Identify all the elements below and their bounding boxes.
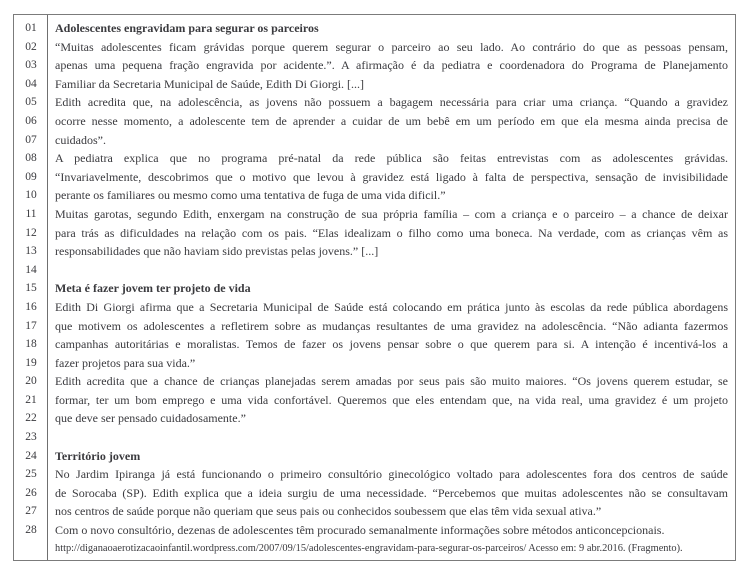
- line-number: 19: [25, 356, 37, 369]
- line-text: responsabilidades que não haviam sido previstas pelas jovens.” [...]: [55, 244, 379, 259]
- line-number: 12: [25, 226, 37, 239]
- line-text: “Muitas adolescentes ficam grávidas porque querem segurar o parceiro ao seu lado. Ao contrário do que as pessoas pensam,: [55, 39, 728, 54]
- document-box: [13, 14, 736, 561]
- line-text: que deve ser pensado cuidadosamente.”: [55, 411, 246, 426]
- line-text: [48, 261, 735, 280]
- document-line: [14, 409, 735, 428]
- line-number: 26: [25, 486, 37, 499]
- document-line: [14, 261, 735, 280]
- document-line: [14, 372, 735, 391]
- line-text: cuidados”.: [55, 132, 106, 147]
- document-line: [14, 131, 735, 150]
- line-text: apenas uma pequena fração engravida por acidente.”. A afirmação é da pediatra e coordenadora do Programa de Planejamento: [55, 58, 728, 73]
- line-number: 08: [25, 152, 37, 165]
- line-number: [14, 540, 48, 559]
- document-line: [14, 484, 735, 503]
- document-line: [14, 354, 735, 373]
- line-text: formar, ter um bom emprego e uma vida confortável. Queremos que eles entendam que, na vida real, uma gravidez é um projeto: [55, 392, 728, 407]
- line-text: campanhas autoritárias e moralistas. Temos de fazer os jovens pensar sobre o que querem para si. A intenção é incentivá-los a: [55, 337, 728, 352]
- document-line: [14, 465, 735, 484]
- document-line: [14, 540, 735, 559]
- section-heading: Meta é fazer jovem ter projeto de vida: [55, 281, 251, 296]
- line-text: No Jardim Ipiranga já está funcionando o primeiro consultório ginecológico voltado para adolescentes fora dos centros de saúde: [55, 467, 728, 482]
- line-text: Edith acredita que, na adolescência, as jovens não possuem a bagagem necessária para criar uma criança. “Quando a gravidez: [55, 95, 728, 110]
- section-heading: Adolescentes engravidam para segurar os parceiros: [55, 21, 319, 35]
- line-number: 17: [25, 319, 37, 332]
- line-number: 14: [25, 263, 37, 276]
- line-number: 16: [25, 300, 37, 313]
- document-line: [14, 224, 735, 243]
- line-text: Muitas garotas, segundo Edith, enxergam na construção de sua própria família – com a criança e o parceiro – a chance de deixar: [55, 206, 728, 221]
- line-text: [48, 428, 735, 447]
- line-number: 07: [25, 133, 37, 146]
- line-number: 13: [25, 245, 37, 258]
- document-line: [14, 75, 735, 94]
- line-text: Com o novo consultório, dezenas de adolescentes têm procurado semanalmente informações sobre métodos anticoncepcionais.: [55, 523, 665, 538]
- line-text: “Invariavelmente, descobrimos que o motivo que levou à gravidez está ligado à falta de perspectiva, sensação de invisibilidade: [55, 169, 728, 184]
- line-number: 03: [25, 59, 37, 72]
- line-text: ocorre nesse momento, a adolescente tem de aprender a cuidar de um bebê em um período em que ela mesma ainda precisa de: [55, 113, 728, 128]
- document-line: [14, 93, 735, 112]
- line-text: Edith Di Giorgi afirma que a Secretaria Municipal de Saúde está colocando em prática junto às escolas da rede pública abordagens: [55, 299, 728, 314]
- document-line: [14, 242, 735, 261]
- document-line: [14, 298, 735, 317]
- line-number: 22: [25, 412, 37, 425]
- document-line: [14, 19, 735, 38]
- document-line: [14, 168, 735, 187]
- line-number: 11: [25, 207, 37, 220]
- source-citation: http://diganaoaerotizacaoinfantil.wordpress.com/2007/09/15/adolescentes-engravidam-para-segurar-os-parceiros/ Acesso em: 9 abr.2016. (Fragmento).: [55, 542, 683, 554]
- line-number: 10: [25, 189, 37, 202]
- document-line: [14, 521, 735, 540]
- document-line: [14, 149, 735, 168]
- line-number: 28: [25, 524, 37, 537]
- line-text: Familiar da Secretaria Municipal de Saúde, Edith Di Giorgi. [...]: [55, 76, 365, 91]
- document-line: [14, 112, 735, 131]
- line-number: 02: [25, 40, 37, 53]
- line-number: 20: [25, 375, 37, 388]
- line-text: para trás as dificuldades na relação com os pais. “Elas idealizam o filho como uma boneca. Na verdade, com as crianças vêm as: [55, 225, 728, 240]
- line-text: Edith acredita que a chance de crianças planejadas serem amadas por seus pais são muito maiores. “Os jovens querem estudar, se: [55, 374, 728, 389]
- document-line: [14, 56, 735, 75]
- document-line: [14, 38, 735, 57]
- document-line: [14, 317, 735, 336]
- document-line: [14, 502, 735, 521]
- line-text: nos centros de saúde porque não queriam que seus pais ou conhecidos soubessem que elas têm vida sexual ativa.”: [55, 504, 602, 519]
- line-number: 18: [25, 338, 37, 351]
- document-line: [14, 335, 735, 354]
- line-number: 15: [25, 282, 37, 295]
- line-text: fazer projetos para sua vida.”: [55, 355, 196, 370]
- line-number: 24: [25, 449, 37, 462]
- line-text: de Sorocaba (SP). Edith explica que a ideia surgiu de uma necessidade. “Percebemos que muitas adolescentes não se consultavam: [55, 485, 728, 500]
- document-line: [14, 279, 735, 298]
- line-number: 04: [25, 77, 37, 90]
- document-line: [14, 205, 735, 224]
- line-number: 06: [25, 114, 37, 127]
- line-text: perante os familiares ou mesmo como uma tentativa de fuga de uma vida dificil.”: [55, 188, 446, 203]
- line-text: A pediatra explica que no programa pré-natal da rede pública são feitas entrevistas com as adolescentes grávidas.: [55, 151, 728, 166]
- document-line: [14, 186, 735, 205]
- document-line: [14, 391, 735, 410]
- document-lines: [14, 19, 735, 558]
- line-number: 23: [25, 431, 37, 444]
- line-number: 25: [25, 468, 37, 481]
- line-number: 09: [25, 170, 37, 183]
- document-line: [14, 428, 735, 447]
- line-number: 05: [25, 96, 37, 109]
- line-number: 21: [25, 393, 37, 406]
- document-line: [14, 447, 735, 466]
- line-number: 01: [25, 22, 37, 34]
- section-heading: Território jovem: [55, 448, 141, 463]
- line-text: que motivem os adolescentes a refletirem sobre as mudanças resultantes de uma gravidez na adolescência. “Não adianta fazermos: [55, 318, 728, 333]
- line-number: 27: [25, 505, 37, 518]
